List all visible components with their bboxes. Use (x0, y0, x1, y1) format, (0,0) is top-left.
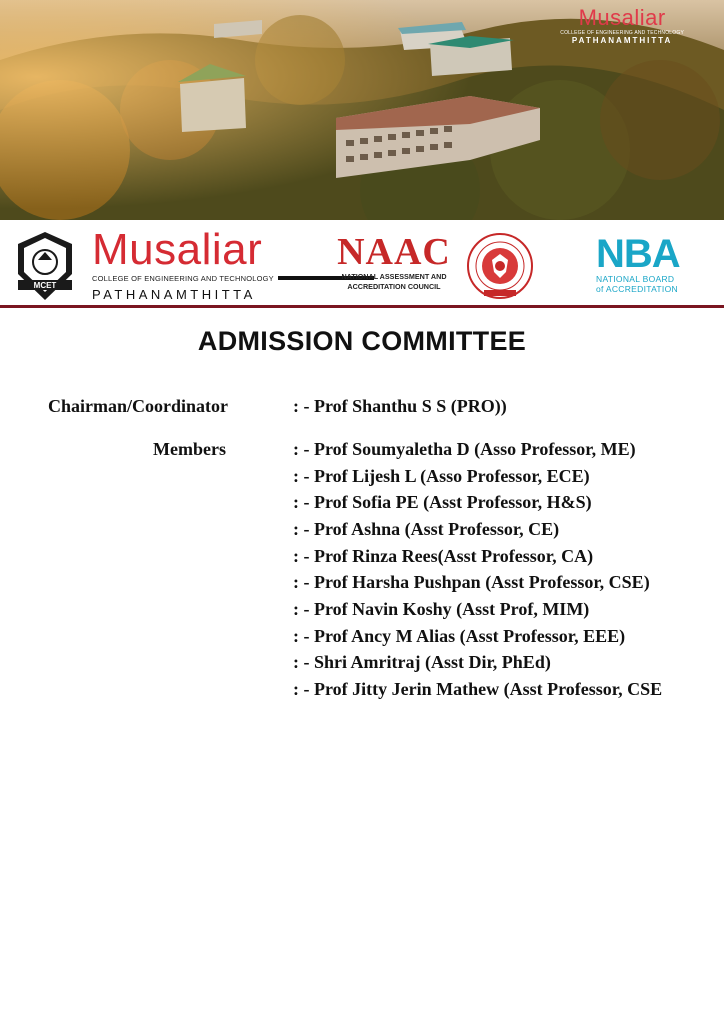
naac-seal-icon (466, 232, 534, 300)
musaliar-logo (92, 225, 302, 302)
member-item: : - Prof Jitty Jerin Mathew (Asst Professor, CSE (293, 679, 663, 699)
mcet-emblem-icon (14, 230, 76, 302)
nba-logo (596, 234, 708, 294)
nba-line2: of ACCREDITATION (596, 284, 678, 294)
member-item: : - Shri Amritraj (Asst Dir, PhEd) (293, 652, 551, 672)
member-item: : - Prof Sofia PE (Asst Professor, H&S) (293, 492, 592, 512)
hero-musaliar-logo (560, 6, 684, 46)
musaliar-subtitle: COLLEGE OF ENGINEERING AND TECHNOLOGY (92, 274, 274, 283)
accreditation-logo-band (0, 220, 724, 308)
musaliar-name: Musaliar (92, 225, 263, 274)
page-title: ADMISSION COMMITTEE (197, 326, 527, 356)
chairman-value: : - Prof Shanthu S S (PRO)) (293, 396, 507, 416)
member-item: : - Prof Rinza Rees(Asst Professor, CA) (293, 546, 594, 566)
nba-name: NBA (596, 232, 680, 276)
member-item: : - Prof Harsha Pushpan (Asst Professor, CSE) (293, 572, 650, 592)
naac-logo (328, 232, 460, 292)
hero-logo-subtitle: COLLEGE OF ENGINEERING AND TECHNOLOGY (560, 30, 684, 36)
hero-logo-name: Musaliar (578, 5, 666, 30)
hero-logo-place: PATHANAMTHITTA (571, 36, 673, 45)
campus-hero-photo (0, 0, 724, 220)
chairman-label: Chairman/Coordinator (48, 396, 228, 416)
naac-line1: NATIONAL ASSESSMENT AND (341, 272, 447, 281)
member-item: : - Prof Ashna (Asst Professor, CE) (293, 519, 560, 539)
member-item: : - Prof Ancy M Alias (Asst Professor, EEE) (293, 626, 626, 646)
emblem-text: MCET (33, 281, 57, 290)
musaliar-place: PATHANAMTHITTA (92, 287, 256, 302)
member-item: : - Prof Lijesh L (Asso Professor, ECE) (293, 466, 590, 486)
member-item: : - Prof Navin Koshy (Asst Prof, MIM) (293, 599, 590, 619)
naac-line2: ACCREDITATION COUNCIL (347, 282, 441, 291)
naac-name: NAAC (337, 231, 451, 273)
nba-line1: NATIONAL BOARD (596, 274, 675, 284)
header-divider (0, 305, 724, 308)
members-label: Members (153, 439, 226, 459)
member-item: : - Prof Soumyaletha D (Asso Professor, ME) (293, 439, 636, 459)
